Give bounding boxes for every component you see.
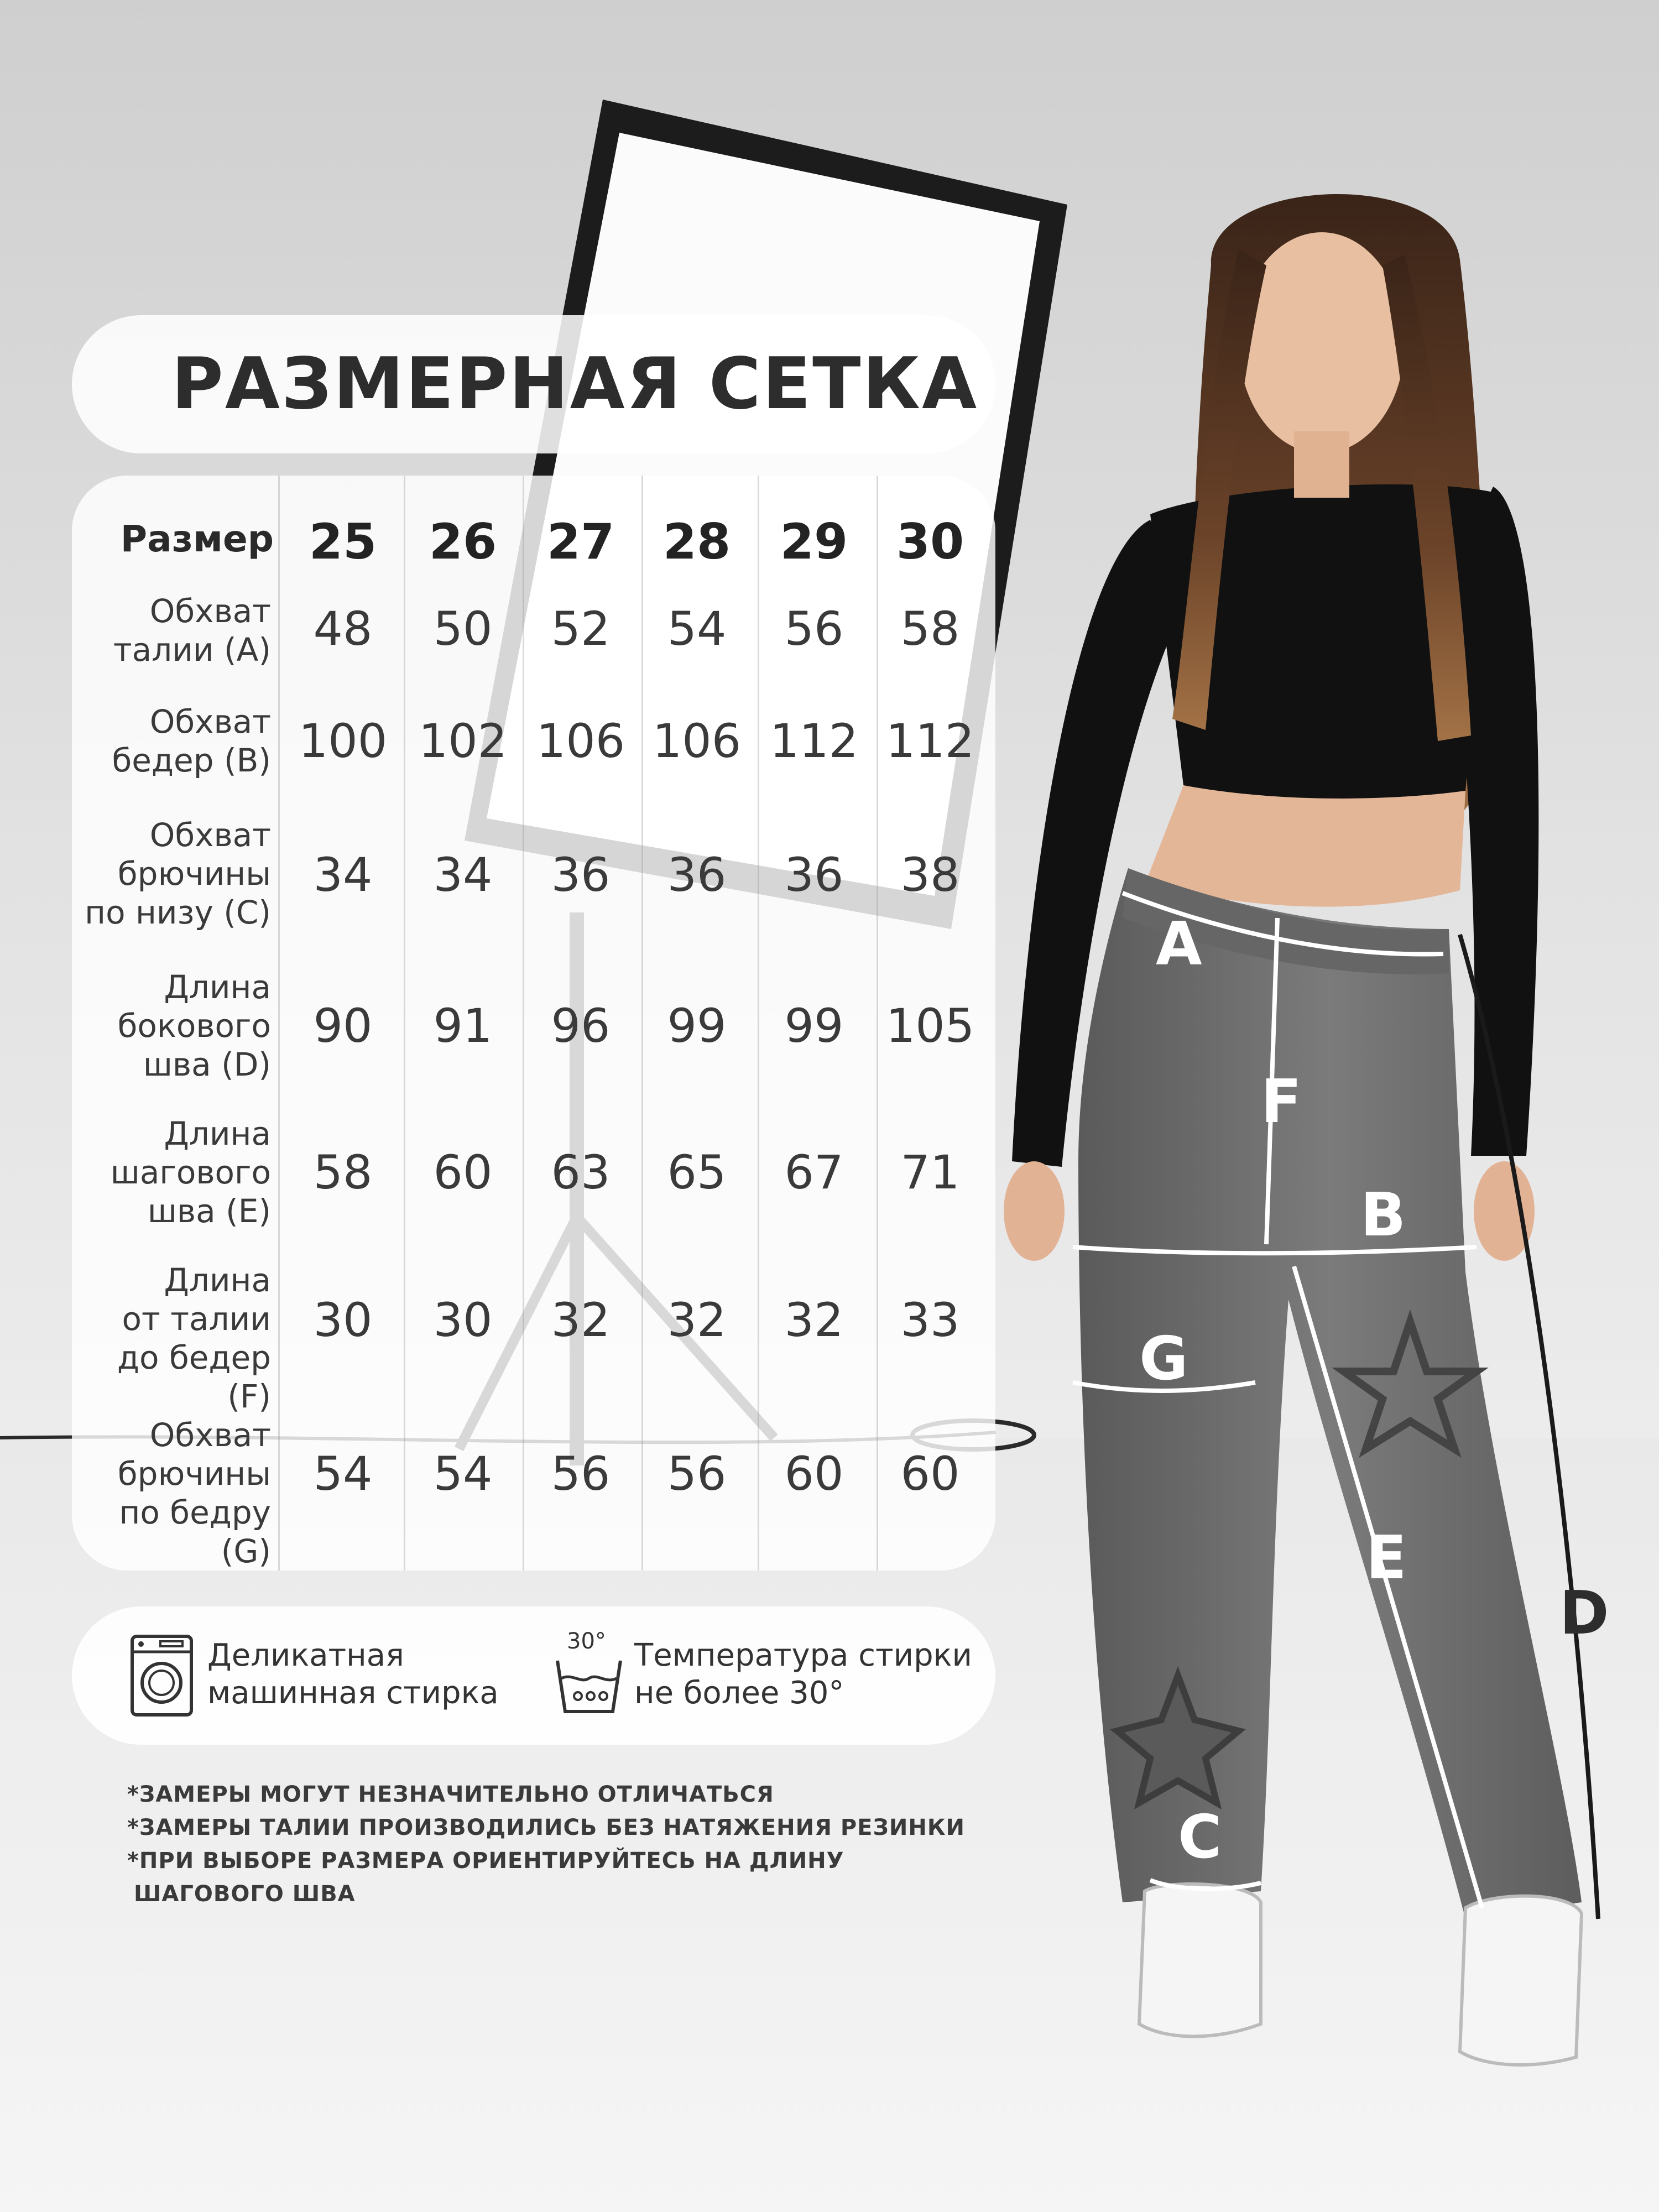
measure-label-a: A	[1156, 910, 1202, 979]
table-cell: 105	[885, 999, 975, 1053]
table-cell: 48	[313, 602, 373, 656]
table-cell: 112	[885, 714, 975, 768]
table-cell: 32	[551, 1293, 611, 1347]
wash-label: Деликатная машинная стирка	[207, 1637, 499, 1711]
table-cell: 100	[298, 714, 388, 768]
table-cell: 60	[900, 1447, 960, 1501]
page-title: РАЗМЕРНАЯ СЕТКА	[171, 343, 979, 425]
table-cell: 30	[313, 1293, 373, 1347]
column-divider	[278, 476, 280, 1571]
row-label-waist: Обхват талии (A)	[113, 592, 271, 669]
table-cell: 63	[551, 1145, 611, 1199]
table-cell: 30	[433, 1293, 493, 1347]
size-header-29: 29	[780, 513, 848, 570]
table-cell: 60	[784, 1447, 844, 1501]
measure-label-b: B	[1360, 1181, 1406, 1250]
size-header-27: 27	[546, 513, 615, 570]
row-label-hips: Обхват бедер (B)	[112, 703, 271, 779]
row-label-waist-to-hips: Длина от талии до бедер (F)	[117, 1261, 271, 1415]
table-cell: 96	[551, 999, 611, 1053]
table-cell: 106	[652, 714, 742, 768]
temperature-label: Температура стирки не более 30°	[634, 1637, 972, 1711]
table-cell: 60	[433, 1145, 493, 1199]
table-cell: 65	[667, 1145, 727, 1199]
note-item: *ПРИ ВЫБОРЕ РАЗМЕРА ОРИЕНТИРУЙТЕСЬ НА ДЛИНУ	[127, 1848, 844, 1874]
table-cell: 99	[667, 999, 727, 1053]
measure-label-d: D	[1559, 1579, 1609, 1648]
size-header-30: 30	[896, 513, 964, 570]
table-cell: 54	[433, 1447, 493, 1501]
size-table	[72, 476, 995, 1571]
table-cell: 91	[433, 999, 493, 1053]
table-cell: 90	[313, 999, 373, 1053]
table-cell: 99	[784, 999, 844, 1053]
table-cell: 32	[784, 1293, 844, 1347]
table-cell: 52	[551, 602, 611, 656]
table-cell: 56	[667, 1447, 727, 1501]
table-cell: 56	[784, 602, 844, 656]
table-cell: 106	[536, 714, 625, 768]
note-item: *ЗАМЕРЫ ТАЛИИ ПРОИЗВОДИЛИСЬ БЕЗ НАТЯЖЕНИЯ РЕЗИНКИ	[127, 1815, 966, 1840]
table-cell: 38	[900, 848, 960, 902]
size-header-28: 28	[662, 513, 731, 570]
table-cell: 71	[900, 1145, 960, 1199]
table-cell: 102	[418, 714, 508, 768]
table-cell: 56	[551, 1447, 611, 1501]
table-cell: 50	[433, 602, 493, 656]
measure-label-c: C	[1178, 1803, 1222, 1872]
note-item: *ЗАМЕРЫ МОГУТ НЕЗНАЧИТЕЛЬНО ОТЛИЧАТЬСЯ	[127, 1782, 774, 1807]
note-item: ШАГОВОГО ШВА	[134, 1881, 356, 1907]
measure-label-e: E	[1366, 1524, 1407, 1593]
table-cell: 58	[313, 1145, 373, 1199]
row-label-inseam: Длина шагового шва (E)	[110, 1115, 271, 1230]
table-cell: 33	[900, 1293, 960, 1347]
table-cell: 58	[900, 602, 960, 656]
size-header-label: Размер	[120, 518, 274, 560]
care-instructions	[72, 1606, 995, 1745]
row-label-leg-bottom: Обхват брючины по низу (C)	[85, 816, 271, 931]
table-cell: 54	[667, 602, 727, 656]
table-cell: 34	[313, 848, 373, 902]
table-cell: 36	[551, 848, 611, 902]
table-cell: 36	[667, 848, 727, 902]
measure-label-f: F	[1261, 1067, 1302, 1136]
measure-label-g: G	[1139, 1324, 1188, 1394]
table-cell: 54	[313, 1447, 373, 1501]
size-header-26: 26	[429, 513, 497, 570]
temperature-icon: 30°	[553, 1631, 625, 1720]
row-label-thigh: Обхват брючины по бедру (G)	[117, 1416, 271, 1570]
table-cell: 112	[769, 714, 859, 768]
table-cell: 34	[433, 848, 493, 902]
row-label-side-seam: Длина бокового шва (D)	[117, 968, 271, 1083]
table-cell: 32	[667, 1293, 727, 1347]
table-cell: 67	[784, 1145, 844, 1199]
washing-machine-icon	[130, 1634, 194, 1717]
title-pill	[72, 315, 995, 453]
table-cell: 36	[784, 848, 844, 902]
size-header-25: 25	[309, 513, 377, 570]
notes	[127, 1778, 966, 1911]
